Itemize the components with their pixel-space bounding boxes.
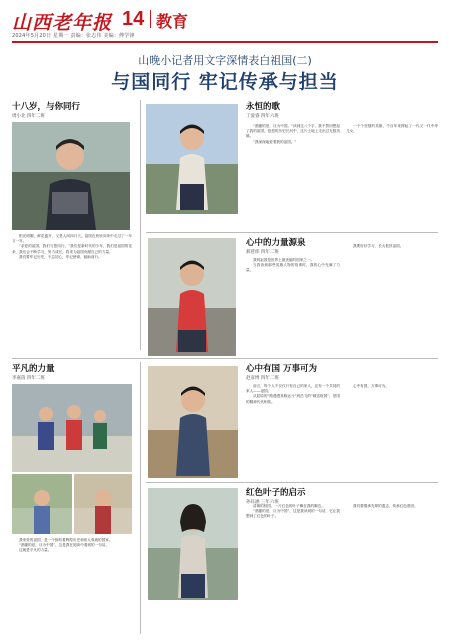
- article-photo: [148, 238, 236, 356]
- page-number: 14: [122, 8, 145, 30]
- masthead: [12, 6, 442, 39]
- article-photo: [12, 474, 72, 534]
- article-byline: 郝慈炜 四年二班: [246, 250, 279, 255]
- row-divider: [146, 482, 438, 483]
- article-byline: 李嘉茵 四年二班: [12, 376, 45, 381]
- photo-boy-portrait: [12, 122, 130, 230]
- article-paragraph: “亲爱的祖国，我们与您同行。”我们是新时代的少年，我们是祖国的花朵，我们会不断学习，努力成长，将来为祖国贡献自己的力量。: [12, 244, 132, 254]
- article-paragraph: 前言，每个人不仅仅只有自己的家人，还有一个共同的家人——祖国。: [246, 384, 340, 394]
- article-paragraph: 我们要牢记历史，不忘初心，牢记使命，砥砺前行。: [19, 254, 102, 259]
- article-title: 十八岁，与你同行: [12, 102, 81, 112]
- article-byline: 赵彦博 四年二班: [246, 376, 279, 381]
- article-paragraph: 阳光明媚，鲜花盛开，又是人间四月天。祖国在欣欣向荣中走过了一年又一年。: [12, 234, 132, 244]
- article-paragraph: 从屈原的“路漫漫其修远兮”到岳飞的“精忠报国”，爱国的精神代代相传。: [246, 394, 340, 404]
- article-title: 平凡的力量: [12, 364, 55, 374]
- article-paragraph: “酒趣的爱，旦为中国”，这是我读到的一句话，它让我想到了红色的叶子。: [246, 509, 340, 519]
- article-body: [346, 384, 438, 478]
- article-body: [346, 504, 438, 634]
- article-body: [246, 504, 340, 634]
- article-title: 心中有国 万事可为: [246, 364, 317, 374]
- article-header: [246, 486, 438, 505]
- article-header: [12, 100, 137, 119]
- headline-subtitle: 山晚小记者用文字深情表白祖国(二): [138, 54, 312, 67]
- dateline: 2024年5月20日 星期一 责编：张志伟 美编：傅学锋: [12, 33, 135, 39]
- photo-kids-sports: [12, 384, 132, 472]
- photo-kid-small: [12, 474, 72, 534]
- newspaper-logo: 山西老年报: [12, 12, 113, 34]
- article-title: 心中的力量源泉: [246, 238, 306, 248]
- photo-girl-outdoor: [148, 488, 238, 600]
- article-photo: [148, 488, 238, 600]
- article-photo: [12, 122, 130, 230]
- article-body: [246, 384, 340, 478]
- article-paragraph: 我要好好学习，长大报效祖国。: [353, 244, 404, 248]
- article-byline: 周小北 四年二班: [12, 114, 45, 119]
- headline-title: 与国同行 牢记传承与担当: [111, 71, 339, 93]
- article-header: [246, 362, 438, 381]
- column-divider: [140, 362, 141, 634]
- article-paragraph: “酒趣的爱，旦为中国”，这是我在阅读中看到的一句话。: [19, 543, 109, 548]
- article-photo: [148, 366, 238, 478]
- photo-boy-outdoor: [148, 238, 236, 356]
- article-title: 永恒的歌: [246, 102, 281, 112]
- article-paragraph: 我的祖国是世界上最美丽的国家之一。: [253, 258, 315, 262]
- article-photo: [74, 474, 132, 534]
- article-byline: 丁爱睿 四年六班: [246, 114, 279, 119]
- article-body: [346, 244, 438, 358]
- article-header: [246, 100, 426, 119]
- article-body: [12, 538, 132, 636]
- photo-boy-indoor: [148, 366, 238, 478]
- article-paragraph: 当我读到那些英雄人物的故事时，我的心中充满了力量。: [246, 263, 340, 273]
- article-body: [346, 124, 438, 232]
- article-paragraph: 这就是平凡的力量。: [19, 548, 52, 553]
- article-paragraph: 我来爱的祖国，是一个拥有着辉煌历史和伟大成就的国家。: [19, 538, 113, 542]
- masthead-divider: [150, 10, 151, 28]
- article-paragraph: “酒趣的爱，旦为中国。”读到这八个字，我不禁回想起了我的祖国。悠悠的历史长河中，这片土地上走出过无数英雄。: [246, 124, 340, 139]
- section-name: 教育: [156, 12, 189, 31]
- article-body: [12, 234, 132, 352]
- article-title: 红色叶子的启示: [246, 488, 306, 498]
- row-divider: [12, 358, 438, 359]
- photo-boy-standing: [146, 104, 238, 214]
- article-body: [246, 124, 340, 232]
- article-photo: [146, 104, 238, 214]
- article-paragraph: “我深深地爱着我的祖国。”: [253, 139, 297, 144]
- article-paragraph: 心中有国，万事可为。: [353, 384, 389, 388]
- article-paragraph: 一个个坚强的英雄，千百年来撑起了一代又一代中华儿女。: [346, 124, 438, 134]
- masthead-rule: [12, 41, 438, 43]
- article-byline: 孙钰涵 三年六班: [246, 500, 279, 505]
- article-body: [246, 258, 340, 358]
- article-photo: [12, 384, 132, 472]
- column-divider: [140, 100, 141, 350]
- article-paragraph: 我们要继承先辈的遗志，传承红色基因。: [353, 504, 418, 508]
- article-paragraph: 清朗的校园，一片红色的叶子飘在我的脚边。: [253, 504, 325, 508]
- row-divider: [146, 232, 438, 233]
- article-header: [12, 362, 137, 381]
- photo-kid-small: [74, 474, 132, 534]
